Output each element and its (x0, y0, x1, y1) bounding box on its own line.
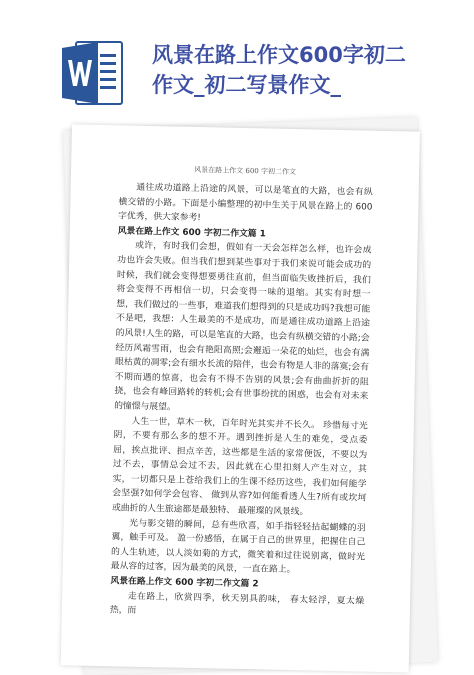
word-doc-icon (62, 40, 124, 106)
section-title: 风景在路上作文 600 字初二作文篇 1 (117, 226, 266, 240)
running-header: 风景在路上作文 600 字初二作文 (194, 165, 297, 177)
banner-title: 风景在路上作文600字初二 作文_初二写景作文_ (152, 43, 406, 97)
section-title: 风景在路上作文 600 字初二作文篇 2 (110, 576, 259, 590)
body-paragraph: 光与影交错的瞬间，总有些欣喜，如手指轻轻拈起蝴蝶的羽翼，触手可及。 盈一份感悟，在属于自己的世界里，把握住自己的人生轨迹，以人淡如菊的方式，微笑着和过往说别离，做时光最从容的过客，因为最美的风景，一直在路上。 (110, 518, 366, 576)
body-paragraph: 或许，有时我们会想，假如有一天会怎样怎么样，也许会成功也许会失败。但当我们想到某些事对于我们来说可能会成功的时候，我们就会变得想要勇往直前，但当面临失败挫折后，我们将会变得不再相信一切，只会变得一味的退缩。其实有时想一想，我们做过的一些事，难道我们想得到的只是成功吗?我想可能不是吧，我想：人生最美的不是成功，而是通往成功道路上沿途的风景!人生的路，可以是笔直的大路，也会有纵横交错的小路;会经历风霜雪雨，也会有艳阳高照;会邂逅一朵花的灿烂，也会有满眼枯黄的凋零;会有细水长流的陪伴，也会有物是人非的落寞;会有不期而遇的惊喜，也会有不得不告别的风景;会有曲曲折折的阻挠，也会有峰回路转的转机;会有世事纷扰的困惑，也会有对未来的憧憬与展望。 (114, 241, 372, 413)
intro-paragraph: 通往成功道路上沿途的风景，可以是笔直的大路，也会有纵横交错的小路。下面是小编整理的初中生关于风景在路上的 600 字优秀，供大家参考! (118, 182, 373, 224)
body-paragraph: 人生一世，草木一秋，百年时光其实并不长久。 珍惜每寸光阴，不要有那么多的想不开。遇到挫折是人生的难免，受点委屈，挨点批评、担点辛苦，这些都是生活的家常便饭，不要以为过不去，事情总会过不去，因此就在心里扣刻人产生对立，其实，一切都只是上苍给我们上的生课不经历这些，我们如何能学会坚强?如何学会包容、 做到从容?如何能看透人生?所有或坎坷或曲折的人生旅途都是最独特、 最璀璨的风景线。 (111, 416, 368, 518)
body-paragraph: 走在路上，欣赏四季，秋天别具韵味， 春太轻浮，夏太燥热，而 (109, 591, 365, 617)
document-page (61, 124, 420, 672)
banner (0, 0, 474, 120)
document-body (110, 180, 373, 623)
